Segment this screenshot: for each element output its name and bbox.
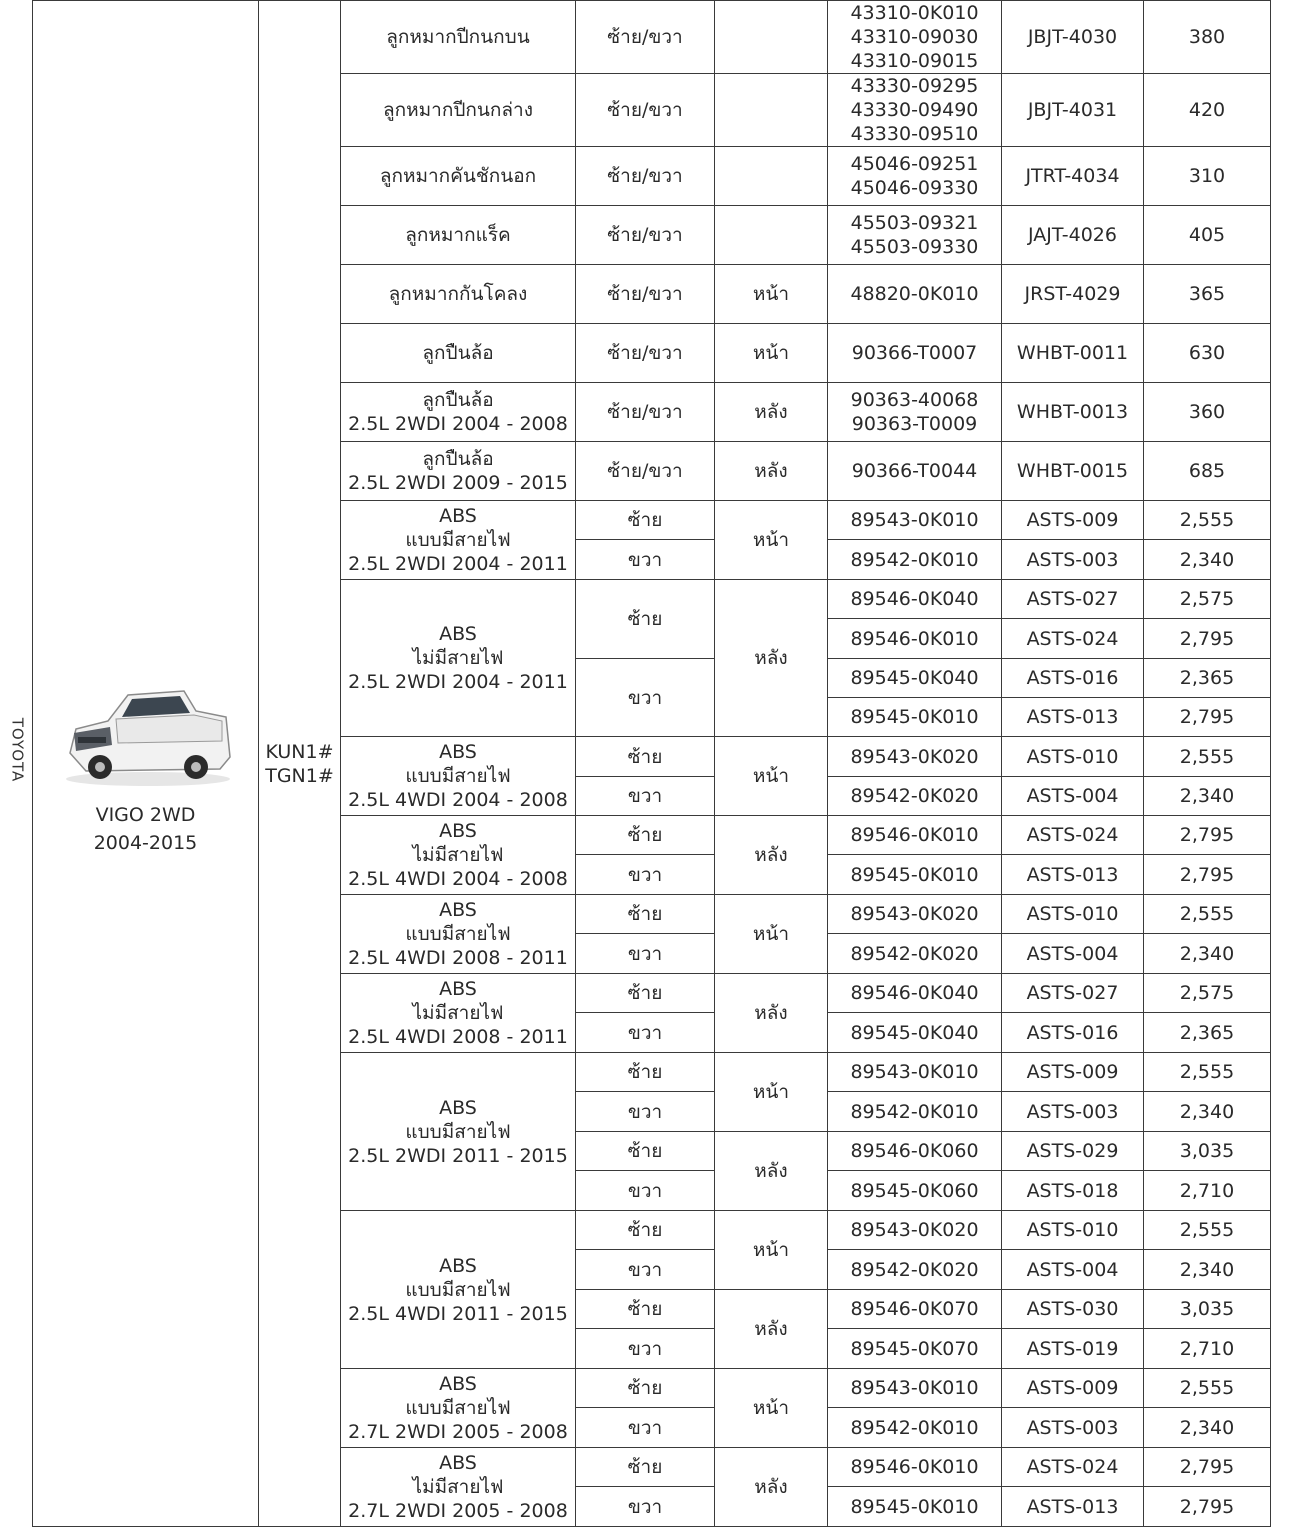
text-line: ABS xyxy=(439,978,477,1000)
text-line: 2.5L 2WDI 2011 - 2015 xyxy=(348,1144,568,1167)
oem-number-cell xyxy=(828,501,1002,540)
position-cell: หน้า xyxy=(715,737,828,816)
text-line: ลูกหมากคันชักนอก xyxy=(379,165,537,187)
position-cell: หลัง xyxy=(715,580,828,737)
side-cell: ขวา xyxy=(576,1092,715,1132)
text-line: 2.5L 2WDI 2004 - 2008 xyxy=(348,413,568,435)
text-line: แบบมีสายไฟ xyxy=(405,1397,511,1419)
product-code-cell: WHBT-0011 xyxy=(1002,324,1144,383)
position-cell xyxy=(715,206,828,265)
text-line: 89546-0K040 xyxy=(850,588,979,610)
oem-number-cell xyxy=(828,1329,1002,1369)
product-code-cell: ASTS-013 xyxy=(1002,1487,1144,1527)
vehicle-model: VIGO 2WD xyxy=(95,803,196,826)
text-line: 43310-0K010 xyxy=(850,2,979,24)
product-code-cell: ASTS-019 xyxy=(1002,1329,1144,1369)
oem-number-cell xyxy=(828,580,1002,619)
side-cell: ซ้าย xyxy=(576,1290,715,1329)
product-code-cell: ASTS-010 xyxy=(1002,737,1144,777)
product-code-cell: WHBT-0013 xyxy=(1002,383,1144,442)
part-name-cell xyxy=(341,1369,576,1448)
price-cell: 2,710 xyxy=(1144,1329,1271,1369)
oem-number-cell xyxy=(828,1,1002,74)
vehicle-cell xyxy=(33,1,259,1527)
product-code-cell: ASTS-018 xyxy=(1002,1171,1144,1211)
oem-number-cell xyxy=(828,1171,1002,1211)
text-line: แบบมีสายไฟ xyxy=(405,1278,511,1301)
text-line: 89545-0K010 xyxy=(850,706,979,728)
price-cell: 380 xyxy=(1144,1,1271,74)
text-line: 2.5L 2WDI 2004 - 2011 xyxy=(348,671,568,693)
table-row xyxy=(33,1,1271,74)
text-line: 2.5L 4WDI 2008 - 2011 xyxy=(348,1026,568,1048)
product-code-cell: ASTS-016 xyxy=(1002,1013,1144,1053)
text-line: 2.5L 2WDI 2004 - 2011 xyxy=(348,553,568,575)
oem-number-cell xyxy=(828,1132,1002,1171)
part-name-cell xyxy=(341,580,576,737)
side-cell: ซ้าย xyxy=(576,1211,715,1250)
text-line: KUN1# xyxy=(265,740,334,763)
price-cell: 2,340 xyxy=(1144,934,1271,974)
product-code-cell: ASTS-003 xyxy=(1002,1092,1144,1132)
text-line: 89542-0K020 xyxy=(850,785,979,807)
position-cell: หน้า xyxy=(715,1211,828,1290)
product-code-cell: ASTS-003 xyxy=(1002,540,1144,580)
product-code-cell: JBJT-4030 xyxy=(1002,1,1144,74)
text-line: 2.7L 2WDI 2005 - 2008 xyxy=(348,1421,568,1443)
text-line: TGN1# xyxy=(265,764,334,787)
oem-number-cell xyxy=(828,324,1002,383)
price-cell: 2,710 xyxy=(1144,1171,1271,1211)
side-cell: ขวา xyxy=(576,1487,715,1527)
part-name-cell xyxy=(341,1053,576,1211)
side-cell: ซ้าย xyxy=(576,1132,715,1171)
part-name-cell xyxy=(341,74,576,147)
oem-number-cell xyxy=(828,659,1002,698)
position-cell: หน้า xyxy=(715,1053,828,1132)
text-line: ABS xyxy=(439,1373,477,1395)
pickup-truck-icon xyxy=(56,671,236,791)
price-cell: 2,340 xyxy=(1144,1092,1271,1132)
product-code-cell: ASTS-013 xyxy=(1002,698,1144,737)
text-line: 2.5L 4WDI 2004 - 2008 xyxy=(348,789,568,811)
text-line: 89546-0K060 xyxy=(850,1140,979,1162)
product-code-cell: ASTS-027 xyxy=(1002,974,1144,1013)
part-name-cell xyxy=(341,383,576,442)
product-code-cell: ASTS-024 xyxy=(1002,619,1144,659)
side-cell: ซ้าย xyxy=(576,1369,715,1408)
text-line: 2.5L 2WDI 2009 - 2015 xyxy=(348,472,568,494)
product-code-cell: ASTS-027 xyxy=(1002,580,1144,619)
text-line: 43330-09295 xyxy=(850,75,979,97)
oem-number-cell xyxy=(828,1250,1002,1290)
product-code-cell: ASTS-024 xyxy=(1002,816,1144,855)
text-line: 45503-09330 xyxy=(850,236,979,258)
price-cell: 2,365 xyxy=(1144,1013,1271,1053)
text-line: แบบมีสายไฟ xyxy=(405,1120,511,1143)
price-cell: 405 xyxy=(1144,206,1271,265)
oem-number-cell xyxy=(828,265,1002,324)
product-code-cell: ASTS-010 xyxy=(1002,1211,1144,1250)
text-line: 43330-09510 xyxy=(850,123,979,145)
text-line: 45046-09330 xyxy=(850,177,979,199)
parts-table xyxy=(32,0,1271,1527)
price-cell: 2,555 xyxy=(1144,737,1271,777)
text-line: 89545-0K040 xyxy=(850,667,979,689)
text-line: 90366-T0044 xyxy=(851,460,978,482)
product-code-cell: ASTS-004 xyxy=(1002,934,1144,974)
text-line: 90366-T0007 xyxy=(851,342,978,364)
text-line: 90363-40068 xyxy=(850,389,979,411)
text-line: ไม่มีสายไฟ xyxy=(412,1002,504,1024)
text-line: ABS xyxy=(439,1452,477,1474)
chassis-cell xyxy=(259,1,341,1527)
oem-number-cell xyxy=(828,1448,1002,1487)
price-cell: 2,365 xyxy=(1144,659,1271,698)
price-cell: 2,340 xyxy=(1144,1250,1271,1290)
text-line: ABS xyxy=(439,505,477,527)
price-cell: 3,035 xyxy=(1144,1132,1271,1171)
part-name-cell xyxy=(341,324,576,383)
part-name-cell xyxy=(341,1448,576,1527)
side-cell: ซ้าย/ขวา xyxy=(576,383,715,442)
part-name-cell xyxy=(341,1,576,74)
text-line: 89546-0K070 xyxy=(850,1298,979,1320)
price-cell: 2,795 xyxy=(1144,855,1271,895)
side-cell: ขวา xyxy=(576,855,715,895)
oem-number-cell xyxy=(828,1290,1002,1329)
text-line: 43330-09490 xyxy=(850,99,979,121)
text-line: ABS xyxy=(439,1096,477,1119)
side-cell: ซ้าย xyxy=(576,1053,715,1092)
text-line: 89545-0K070 xyxy=(850,1337,979,1360)
product-code-cell: ASTS-004 xyxy=(1002,777,1144,816)
oem-number-cell xyxy=(828,1369,1002,1408)
side-cell: ขวา xyxy=(576,659,715,737)
text-line: 48820-0K010 xyxy=(850,283,979,305)
product-code-cell: WHBT-0015 xyxy=(1002,442,1144,501)
position-cell: หลัง xyxy=(715,383,828,442)
text-line: 89545-0K040 xyxy=(850,1021,979,1044)
text-line: 89542-0K010 xyxy=(850,548,979,571)
text-line: 89542-0K020 xyxy=(850,942,979,965)
product-code-cell: ASTS-010 xyxy=(1002,895,1144,934)
part-name-cell xyxy=(341,442,576,501)
price-cell: 2,795 xyxy=(1144,816,1271,855)
text-line: ABS xyxy=(439,741,477,763)
text-line: 2.5L 4WDI 2008 - 2011 xyxy=(348,947,568,969)
product-code-cell: JRST-4029 xyxy=(1002,265,1144,324)
part-name-cell xyxy=(341,1211,576,1369)
text-line: ไม่มีสายไฟ xyxy=(412,844,504,866)
side-cell: ขวา xyxy=(576,540,715,580)
position-cell: หน้า xyxy=(715,501,828,580)
text-line: 89542-0K010 xyxy=(850,1100,979,1123)
product-code-cell: ASTS-029 xyxy=(1002,1132,1144,1171)
price-cell: 2,795 xyxy=(1144,698,1271,737)
text-line: 89546-0K010 xyxy=(850,627,979,650)
oem-number-cell xyxy=(828,1487,1002,1527)
position-cell xyxy=(715,1,828,74)
text-line: ลูกหมากแร็ค xyxy=(405,224,511,246)
oem-number-cell xyxy=(828,1092,1002,1132)
text-line: ลูกปืนล้อ xyxy=(422,342,494,364)
position-cell: หลัง xyxy=(715,974,828,1053)
side-cell: ซ้าย xyxy=(576,895,715,934)
product-code-cell: ASTS-009 xyxy=(1002,501,1144,540)
product-code-cell: ASTS-009 xyxy=(1002,1053,1144,1092)
text-line: 2.5L 4WDI 2011 - 2015 xyxy=(348,1302,568,1325)
text-line: 2.5L 4WDI 2004 - 2008 xyxy=(348,868,568,890)
position-cell: หลัง xyxy=(715,1132,828,1211)
position-cell: หน้า xyxy=(715,895,828,974)
text-line: 43310-09030 xyxy=(850,26,979,48)
product-code-cell: JBJT-4031 xyxy=(1002,74,1144,147)
price-cell: 2,795 xyxy=(1144,1487,1271,1527)
price-cell: 2,795 xyxy=(1144,619,1271,659)
oem-number-cell xyxy=(828,1013,1002,1053)
text-line: ไม่มีสายไฟ xyxy=(412,647,504,669)
product-code-cell: ASTS-003 xyxy=(1002,1408,1144,1448)
text-line: ABS xyxy=(439,820,477,842)
text-line: 89545-0K010 xyxy=(850,1495,979,1518)
side-cell: ซ้าย xyxy=(576,501,715,540)
oem-number-cell xyxy=(828,619,1002,659)
product-code-cell: ASTS-030 xyxy=(1002,1290,1144,1329)
text-line: ลูกหมากกันโคลง xyxy=(388,283,528,305)
oem-number-cell xyxy=(828,895,1002,934)
vehicle-years: 2004-2015 xyxy=(93,831,198,854)
text-line: 45503-09321 xyxy=(850,212,979,234)
side-cell: ซ้าย/ขวา xyxy=(576,74,715,147)
price-cell: 2,575 xyxy=(1144,580,1271,619)
price-cell: 685 xyxy=(1144,442,1271,501)
text-line: 89546-0K010 xyxy=(850,824,979,846)
price-cell: 365 xyxy=(1144,265,1271,324)
price-cell: 2,795 xyxy=(1144,1448,1271,1487)
price-cell: 2,340 xyxy=(1144,1408,1271,1448)
text-line: 89546-0K010 xyxy=(850,1456,979,1478)
text-line: แบบมีสายไฟ xyxy=(405,765,511,787)
product-code-cell: ASTS-024 xyxy=(1002,1448,1144,1487)
oem-number-cell xyxy=(828,1053,1002,1092)
side-cell: ซ้าย/ขวา xyxy=(576,324,715,383)
text-line: ลูกปืนล้อ xyxy=(422,389,494,411)
text-line: แบบมีสายไฟ xyxy=(405,529,511,551)
part-name-cell xyxy=(341,147,576,206)
oem-number-cell xyxy=(828,777,1002,816)
side-cell: ซ้าย/ขวา xyxy=(576,1,715,74)
product-code-cell: JAJT-4026 xyxy=(1002,206,1144,265)
side-cell: ขวา xyxy=(576,777,715,816)
oem-number-cell xyxy=(828,974,1002,1013)
oem-number-cell xyxy=(828,737,1002,777)
text-line: ABS xyxy=(439,1254,477,1277)
price-cell: 2,555 xyxy=(1144,895,1271,934)
oem-number-cell xyxy=(828,1211,1002,1250)
text-line: ไม่มีสายไฟ xyxy=(412,1476,504,1498)
text-line: แบบมีสายไฟ xyxy=(405,923,511,945)
side-cell: ซ้าย xyxy=(576,737,715,777)
part-name-cell xyxy=(341,737,576,816)
price-cell: 2,555 xyxy=(1144,501,1271,540)
part-name-cell xyxy=(341,895,576,974)
text-line: 2.7L 2WDI 2005 - 2008 xyxy=(348,1500,568,1522)
side-cell: ขวา xyxy=(576,1250,715,1290)
position-cell: หน้า xyxy=(715,324,828,383)
oem-number-cell xyxy=(828,383,1002,442)
side-cell: ขวา xyxy=(576,1408,715,1448)
price-cell: 630 xyxy=(1144,324,1271,383)
text-line: ABS xyxy=(439,623,477,645)
text-line: 89545-0K060 xyxy=(850,1179,979,1202)
position-cell xyxy=(715,74,828,147)
text-line: ABS xyxy=(439,899,477,921)
text-line: 90363-T0009 xyxy=(851,413,978,435)
text-line: 89545-0K010 xyxy=(850,863,979,886)
position-cell: หน้า xyxy=(715,265,828,324)
text-line: 89543-0K020 xyxy=(850,1219,979,1241)
side-cell: ซ้าย/ขวา xyxy=(576,442,715,501)
side-cell: ซ้าย xyxy=(576,816,715,855)
product-code-cell: ASTS-013 xyxy=(1002,855,1144,895)
oem-number-cell xyxy=(828,698,1002,737)
side-cell: ขวา xyxy=(576,1329,715,1369)
price-cell: 310 xyxy=(1144,147,1271,206)
part-name-cell xyxy=(341,974,576,1053)
part-name-cell xyxy=(341,816,576,895)
side-cell: ซ้าย xyxy=(576,1448,715,1487)
brand-name: TOYOTA xyxy=(8,717,26,782)
oem-number-cell xyxy=(828,1408,1002,1448)
part-name-cell xyxy=(341,501,576,580)
oem-number-cell xyxy=(828,855,1002,895)
text-line: 45046-09251 xyxy=(850,153,979,175)
position-cell: หน้า xyxy=(715,1369,828,1448)
oem-number-cell xyxy=(828,206,1002,265)
product-code-cell: ASTS-004 xyxy=(1002,1250,1144,1290)
text-line: 89543-0K020 xyxy=(850,903,979,925)
price-cell: 2,340 xyxy=(1144,777,1271,816)
part-name-cell xyxy=(341,265,576,324)
vehicle-info xyxy=(33,671,258,857)
text-line: ลูกปืนล้อ xyxy=(422,448,494,470)
side-cell: ซ้าย xyxy=(576,580,715,659)
side-cell: ซ้าย/ขวา xyxy=(576,147,715,206)
position-cell: หลัง xyxy=(715,1290,828,1369)
position-cell: หลัง xyxy=(715,816,828,895)
oem-number-cell xyxy=(828,442,1002,501)
side-cell: ซ้าย/ขวา xyxy=(576,206,715,265)
side-cell: ขวา xyxy=(576,934,715,974)
price-cell: 360 xyxy=(1144,383,1271,442)
side-cell: ขวา xyxy=(576,1013,715,1053)
text-line: ลูกหมากปีกนกล่าง xyxy=(382,99,533,121)
product-code-cell: ASTS-009 xyxy=(1002,1369,1144,1408)
price-cell: 2,340 xyxy=(1144,540,1271,580)
price-cell: 2,555 xyxy=(1144,1369,1271,1408)
text-line: 89543-0K010 xyxy=(850,1061,979,1083)
oem-number-cell xyxy=(828,934,1002,974)
text-line: 89543-0K010 xyxy=(850,509,979,531)
position-cell xyxy=(715,147,828,206)
parts-table-body xyxy=(33,1,1271,1527)
oem-number-cell xyxy=(828,816,1002,855)
product-code-cell: ASTS-016 xyxy=(1002,659,1144,698)
position-cell: หลัง xyxy=(715,1448,828,1527)
text-line: 43310-09015 xyxy=(850,50,979,72)
oem-number-cell xyxy=(828,147,1002,206)
position-cell: หลัง xyxy=(715,442,828,501)
side-cell: ขวา xyxy=(576,1171,715,1211)
price-cell: 2,555 xyxy=(1144,1053,1271,1092)
side-cell: ซ้าย/ขวา xyxy=(576,265,715,324)
price-cell: 420 xyxy=(1144,74,1271,147)
text-line: ลูกหมากปีกนกบน xyxy=(386,26,530,48)
text-line: 89542-0K010 xyxy=(850,1416,979,1439)
price-cell: 3,035 xyxy=(1144,1290,1271,1329)
text-line: 89546-0K040 xyxy=(850,982,979,1004)
text-line: 89543-0K020 xyxy=(850,745,979,768)
price-cell: 2,575 xyxy=(1144,974,1271,1013)
brand-side-label xyxy=(0,0,34,1499)
price-cell: 2,555 xyxy=(1144,1211,1271,1250)
text-line: 89542-0K020 xyxy=(850,1258,979,1281)
part-name-cell xyxy=(341,206,576,265)
side-cell: ซ้าย xyxy=(576,974,715,1013)
text-line: 89543-0K010 xyxy=(850,1377,979,1399)
oem-number-cell xyxy=(828,74,1002,147)
product-code-cell: JTRT-4034 xyxy=(1002,147,1144,206)
oem-number-cell xyxy=(828,540,1002,580)
